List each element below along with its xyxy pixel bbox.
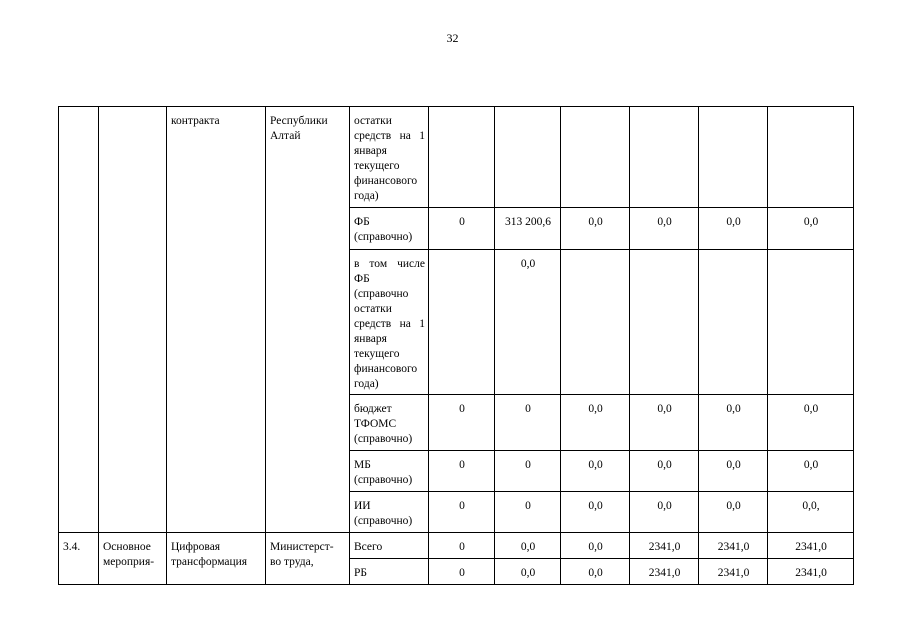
cell-value: 2341,0 (699, 559, 768, 585)
cell-executor: Министерст- во труда, (266, 533, 350, 585)
cell-funding-source: бюджет ТФОМС (справочно) (350, 395, 429, 451)
cell-value (561, 250, 630, 395)
cell-value: 0,0 (699, 395, 768, 451)
cell-value: 313 200,6 (495, 208, 561, 250)
table-row (59, 533, 854, 559)
cell-funding-source: ФБ (справочно) (350, 208, 429, 250)
cell-value: 0 (495, 492, 561, 533)
cell-value: 0 (429, 395, 495, 451)
cell-funding-source: ИИ (справочно) (350, 492, 429, 533)
cell-value: 0 (429, 492, 495, 533)
cell-value: 2341,0 (699, 533, 768, 559)
cell-value: 0,0 (699, 492, 768, 533)
cell-value: 0,0 (561, 395, 630, 451)
cell-value: 2341,0 (630, 533, 699, 559)
table-row (59, 107, 854, 208)
cell-funding-source: в том числе ФБ (справочно остатки средств на 1 января текущего финансового года) (350, 250, 429, 395)
cell-type: Основное мероприя- (99, 533, 167, 585)
cell-value: 0 (429, 559, 495, 585)
cell-name: Цифровая трансформация (167, 533, 266, 585)
cell-number: 3.4. (59, 533, 99, 585)
cell-value: 0,0 (561, 451, 630, 492)
budget-table (58, 106, 854, 585)
cell-executor: Республики Алтай (266, 107, 350, 533)
page-number: 32 (446, 31, 459, 45)
cell-value: 0,0 (630, 395, 699, 451)
cell-value (699, 250, 768, 395)
cell-value (768, 250, 854, 395)
cell-value: 0,0 (561, 208, 630, 250)
cell-value: 0,0 (768, 451, 854, 492)
cell-value: 0 (495, 395, 561, 451)
cell-name: контракта (167, 107, 266, 533)
cell-funding-source: Всего (350, 533, 429, 559)
cell-value: 0 (429, 451, 495, 492)
cell-value: 0,0 (630, 208, 699, 250)
cell-value: 2341,0 (768, 559, 854, 585)
cell-value: 0,0 (630, 451, 699, 492)
cell-value (630, 250, 699, 395)
cell-type (99, 107, 167, 533)
cell-value: 0 (429, 533, 495, 559)
cell-funding-source: РБ (350, 559, 429, 585)
cell-value (768, 107, 854, 208)
cell-value (429, 250, 495, 395)
cell-value (630, 107, 699, 208)
cell-value: 0,0 (495, 533, 561, 559)
cell-funding-source: остатки средств на 1 января текущего финансового года) (350, 107, 429, 208)
cell-value: 0,0 (699, 208, 768, 250)
cell-value: 0,0 (561, 492, 630, 533)
cell-value: 0,0 (561, 559, 630, 585)
cell-value (561, 107, 630, 208)
cell-value: 0,0 (699, 451, 768, 492)
cell-value: 2341,0 (630, 559, 699, 585)
cell-number (59, 107, 99, 533)
cell-value: 0 (495, 451, 561, 492)
cell-value: 0,0 (630, 492, 699, 533)
cell-value: 0,0, (768, 492, 854, 533)
cell-value: 0,0 (495, 559, 561, 585)
cell-funding-source: МБ (справочно) (350, 451, 429, 492)
cell-value (495, 107, 561, 208)
cell-value (699, 107, 768, 208)
cell-value (429, 107, 495, 208)
cell-value: 0 (429, 208, 495, 250)
cell-value: 2341,0 (768, 533, 854, 559)
cell-value: 0,0 (561, 533, 630, 559)
cell-value: 0,0 (495, 250, 561, 395)
cell-value: 0,0 (768, 395, 854, 451)
cell-value: 0,0 (768, 208, 854, 250)
